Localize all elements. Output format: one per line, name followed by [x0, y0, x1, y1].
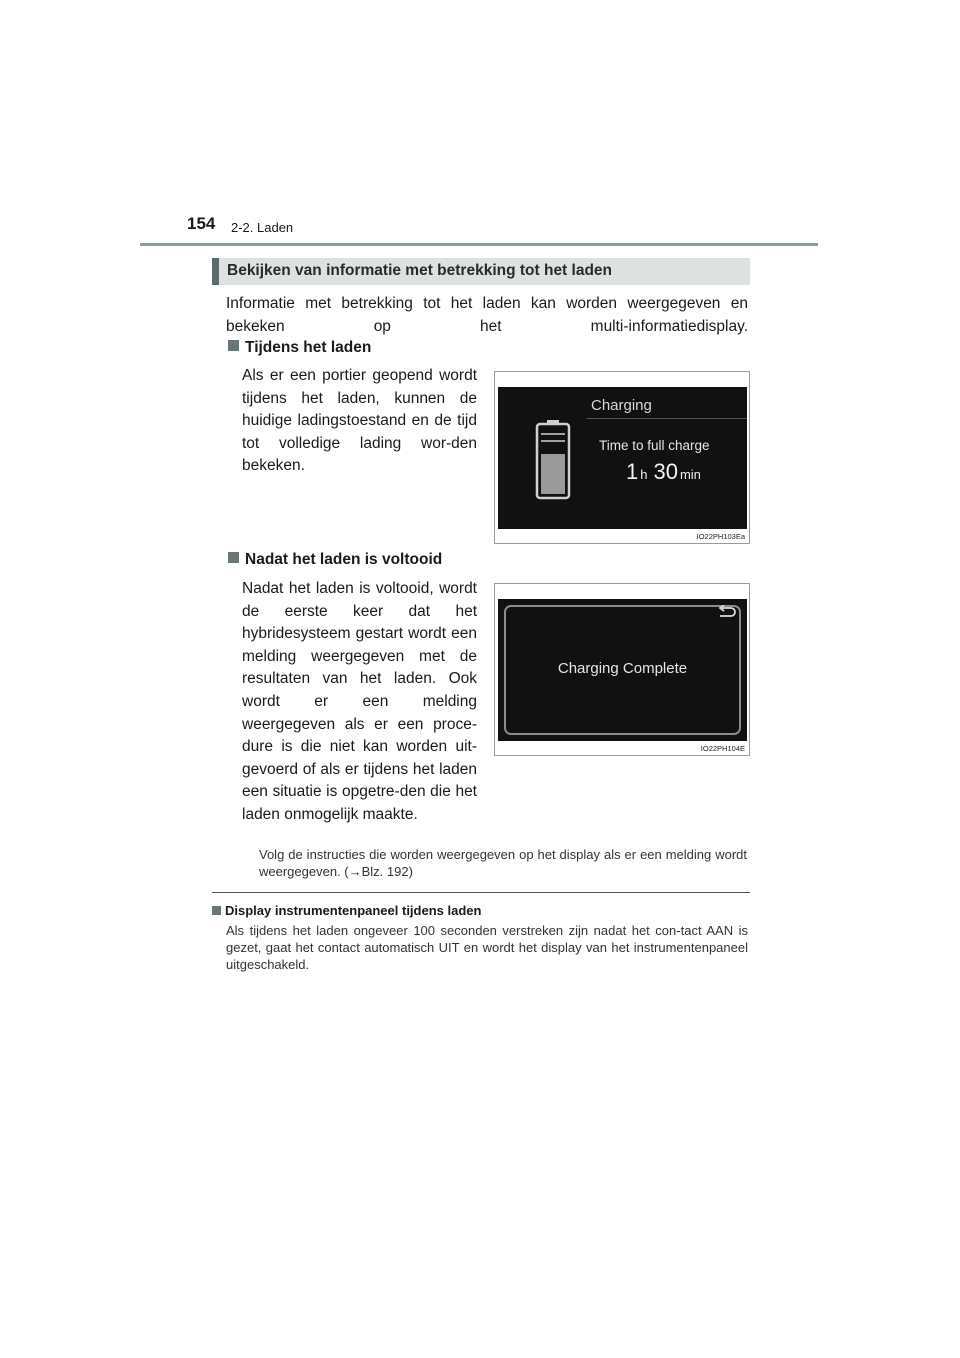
multi-information-display [498, 599, 747, 741]
section-reference: 2-2. Laden [231, 220, 294, 235]
intro-paragraph: Informatie met betrekking tot het laden kan worden weergegeven en bekeken op het multi-informatiedisplay. [226, 295, 748, 335]
figure-code: IO22PH103Ea [696, 532, 745, 541]
footnote-heading [212, 903, 481, 918]
square-bullet-icon [212, 906, 221, 915]
subsection-text-charging: Als er een portier geopend wordt tijdens het laden, kunnen de huidige ladingstoestand en de tijd tot volledige lading wor-den bekeken. [242, 367, 477, 475]
square-bullet-icon [228, 340, 239, 351]
time-remaining [626, 459, 707, 485]
page-number: 154 [187, 214, 216, 233]
screen-title: Charging [591, 397, 652, 414]
figure-charging-complete [494, 583, 750, 756]
header-rule [140, 243, 818, 246]
back-arrow-icon [717, 605, 737, 619]
screen-divider [587, 418, 747, 419]
note-text: Volg de instructies die worden weergegeven op het display als er een melding wordt weergegeven. (→Blz. 192) [259, 847, 747, 879]
square-bullet-icon [228, 552, 239, 563]
subsection-title: Nadat het laden is voltooid [245, 551, 443, 568]
subsection-heading-charging [228, 339, 371, 357]
battery-level-fill [541, 454, 565, 494]
charging-complete-message: Charging Complete [557, 660, 688, 677]
hours-value: 1 [626, 459, 639, 484]
subsection-heading-complete [228, 551, 442, 569]
multi-information-display [498, 387, 747, 529]
section-heading [212, 258, 750, 285]
subsection-text-complete: Nadat het laden is voltooid, wordt de eerste keer dat het hybridesysteem gestart wordt een melding weergegeven met de resultaten van het laden. Ook wordt er een melding weergegeven als er een proce-dure is die niet kan worden uit-gevoerd of als er tijdens het laden een situatie is opgetre-den die het laden onmogelijk maakte. [242, 580, 477, 823]
section-title: Bekijken van informatie met betrekking tot het laden [227, 262, 613, 279]
footnote-rule [212, 892, 750, 893]
figure-charging-display [494, 371, 750, 544]
hours-unit: h [640, 467, 648, 482]
minutes-unit: min [679, 467, 701, 482]
time-to-full-label: Time to full charge [599, 438, 710, 453]
battery-icon [535, 420, 571, 500]
minutes-value: 30 [653, 459, 678, 484]
footnote-title: Display instrumentenpaneel tijdens laden [225, 903, 482, 918]
subsection-title: Tijdens het laden [245, 339, 372, 356]
figure-code: IO22PH104E [700, 744, 745, 753]
footnote-text: Als tijdens het laden ongeveer 100 seconden verstreken zijn nadat het con-tact AAN is gezet, gaat het contact automatisch UIT en wordt het display van het instrumentenpaneel uitgeschakeld. [226, 923, 748, 972]
